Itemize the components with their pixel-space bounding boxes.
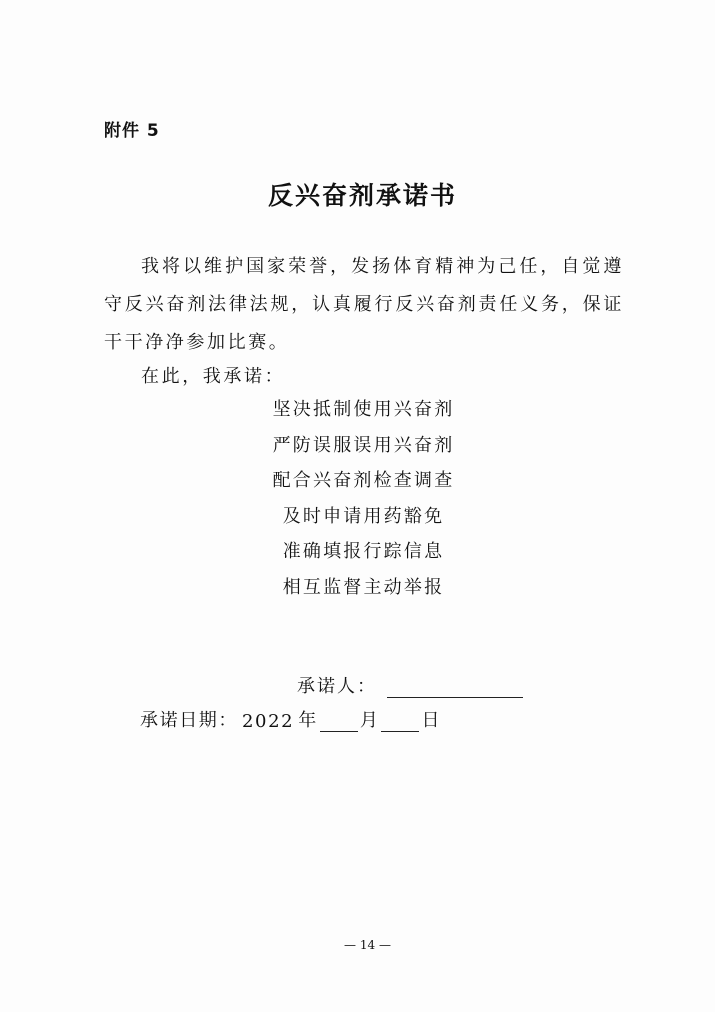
- day-blank: [381, 711, 419, 732]
- signer-label: 承诺人：: [297, 676, 377, 697]
- pledge-item: 严防误服误用兴奋剂: [272, 434, 455, 456]
- page-number: — 14 —: [344, 938, 391, 952]
- pledge-list: [0, 392, 715, 605]
- pledge-item: 准确填报行踪信息: [282, 541, 445, 562]
- document-title: 反兴奋剂承诺书: [267, 181, 457, 210]
- pledge-intro: 在此，我承诺：: [141, 366, 286, 387]
- pledge-item: 相互监督主动举报: [282, 576, 445, 598]
- signer-blank: [387, 677, 523, 698]
- pledge-item: 配合兴奋剂检查调查: [272, 470, 455, 491]
- month-blank: [320, 711, 358, 732]
- pledge-item: 及时申请用药豁免: [282, 505, 445, 527]
- date-day-unit: 日: [421, 710, 442, 731]
- pledge-item: 坚决抵制使用兴奋剂: [272, 399, 455, 420]
- signer-row: [297, 672, 523, 698]
- intro-paragraph: 我将以维护国家荣誉，发扬体育精神为己任，自觉遵守反兴奋剂法律法规，认真履行反兴奋剂责任义务，保证干干净净参加比赛。: [104, 256, 624, 353]
- date-row: [140, 706, 441, 732]
- date-label: 承诺日期：: [140, 710, 238, 731]
- date-year: 2022: [242, 711, 295, 732]
- date-year-unit: 年: [298, 710, 318, 731]
- annex-label: 附件 5: [104, 121, 160, 141]
- date-month-unit: 月: [359, 710, 380, 731]
